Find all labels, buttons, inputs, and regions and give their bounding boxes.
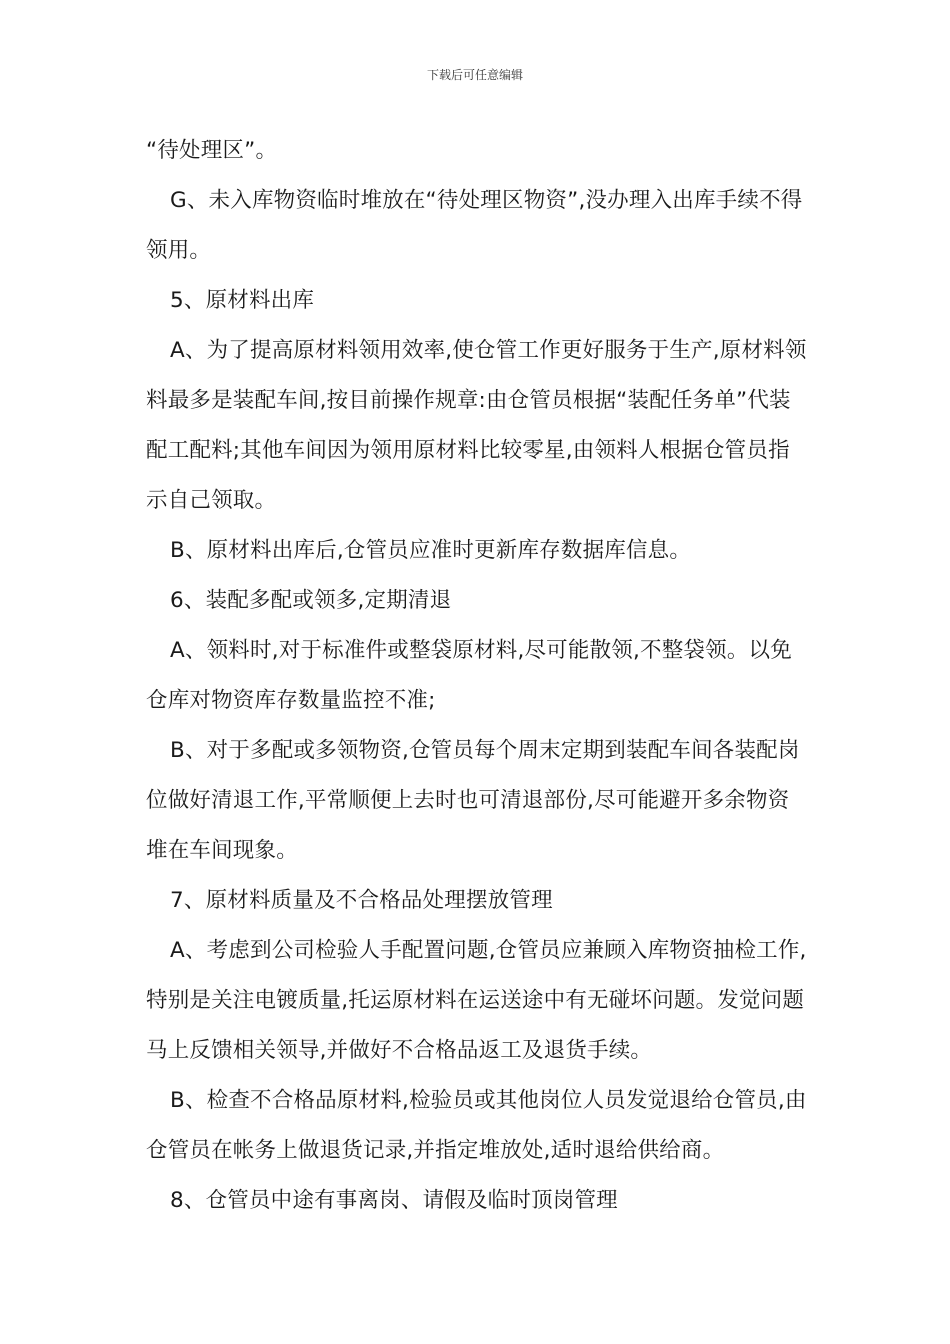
section-heading-5: 5、原材料出库 bbox=[170, 288, 315, 313]
section-heading-8: 8、仓管员中途有事离岗、请假及临时顶岗管理 bbox=[170, 1188, 618, 1213]
section-heading-6: 6、装配多配或领多,定期清退 bbox=[170, 588, 452, 613]
paragraph-6b: B、对于多配或多领物资,仓管员每个周末定期到装配车间各装配岗位做好清退工作,平常顺便上去时也可清退部份,尽可能避开多余物资堆在车间现象。 bbox=[146, 738, 800, 863]
paragraph-1: “待处理区”。 bbox=[146, 138, 278, 163]
paragraph-7b: B、检查不合格品原材料,检验员或其他岗位人员发觉退给仓管员,由仓管员在帐务上做退货记录,并指定堆放处,适时退给供给商。 bbox=[146, 1088, 807, 1163]
paragraph-5b: B、原材料出库后,仓管员应准时更新库存数据库信息。 bbox=[170, 538, 692, 563]
paragraph-7a: A、考虑到公司检验人手配置问题,仓管员应兼顾入库物资抽检工作,特别是关注电镀质量,托运原材料在运送途中有无碰坏问题。发觉问题马上反馈相关领导,并做好不合格品返工及退货手续。 bbox=[146, 938, 807, 1063]
section-heading-7: 7、原材料质量及不合格品处理摆放管理 bbox=[170, 888, 553, 913]
paragraph-6a: A、领料时,对于标准件或整袋原材料,尽可能散领,不整袋领。以免仓库对物资库存数量监控不准; bbox=[146, 638, 792, 713]
page-header: 下载后可任意编辑 bbox=[426, 68, 523, 82]
document-body bbox=[146, 126, 808, 1226]
paragraph-5a: A、为了提高原材料领用效率,使仓管工作更好服务于生产,原材料领料最多是装配车间,按目前操作规章:由仓管员根据“装配任务单”代装配工配料;其他车间因为领用原材料比较零星,由领料人根据仓管员指示自己领取。 bbox=[146, 338, 807, 513]
paragraph-2: G、未入库物资临时堆放在“待处理区物资”,没办理入出库手续不得领用。 bbox=[146, 188, 803, 263]
